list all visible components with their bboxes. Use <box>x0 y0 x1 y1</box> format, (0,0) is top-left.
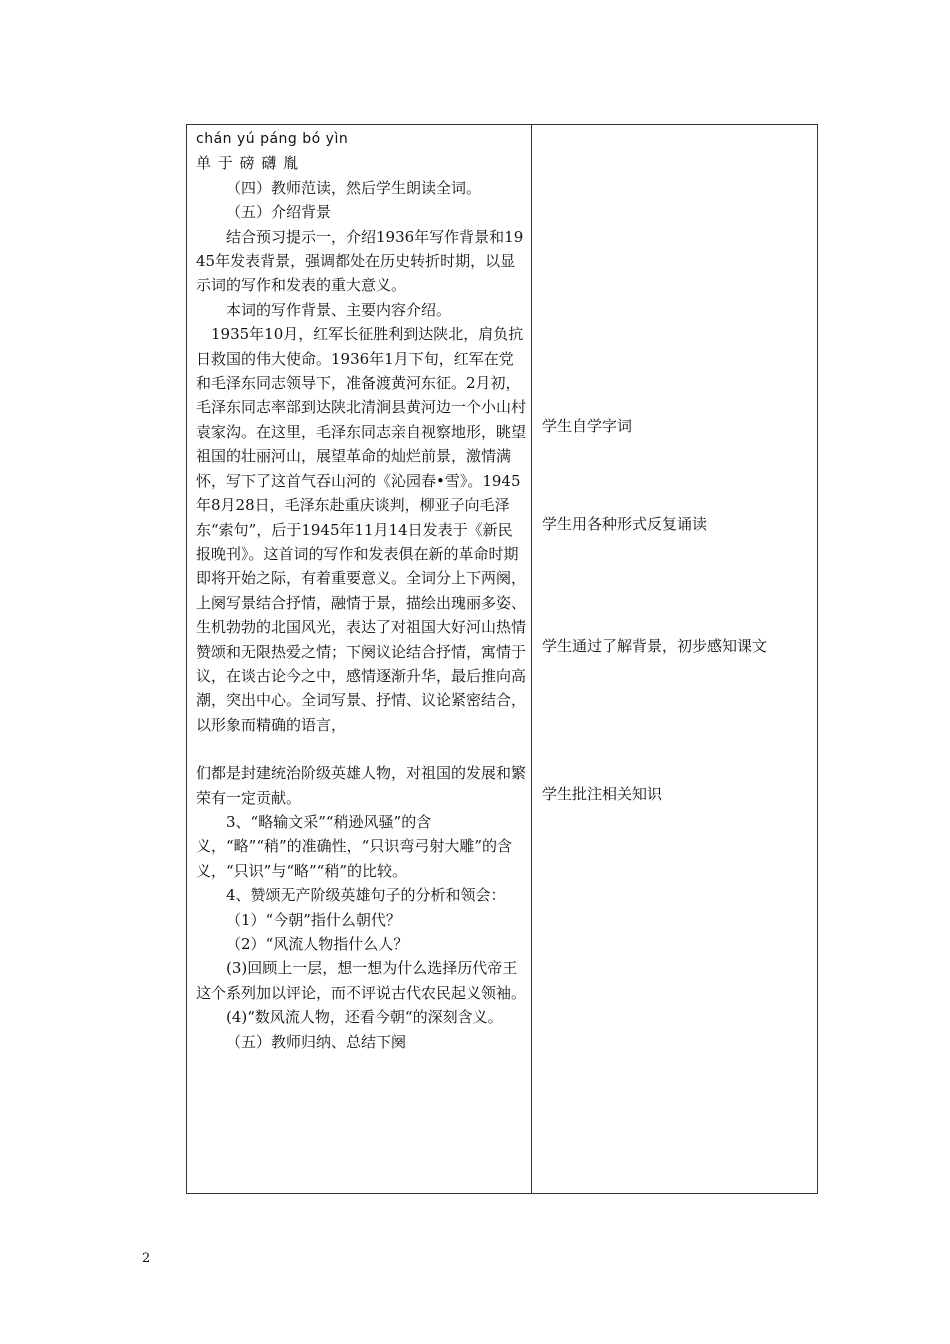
content-paragraph: 们都是封建统治阶级英雄人物，对祖国的发展和繁荣有一定贡献。 <box>196 764 527 807</box>
content-paragraph: 本词的写作背景、主要内容介绍。 <box>226 300 452 319</box>
content-paragraph: 结合预习提示一，介绍1936年写作背景和1945年发表背景，强调都处在历史转折时期，以显示词的写作和发表的重大意义。 <box>196 227 524 295</box>
content-paragraph: （五）教师归纳、总结下阕 <box>226 1032 407 1051</box>
content-paragraph: 1935年10月，红军长征胜利到达陕北，肩负抗日救国的伟大使命。1936年1月下旬，红军在党和毛泽东同志领导下，准备渡黄河东征。2月初，毛泽东同志率部到达陕北清涧县黄河边一个小山村袁家沟。在这里，毛泽东同志亲自视察地形，眺望祖国的壮丽河山，展望革命的灿烂前景，激情满怀，写下了这首气吞山河的《沁园春•雪》。1945年8月28日，毛泽东赴重庆谈判，柳亚子向毛泽东“索句”，后于1945年11月14日发表于《新民报晚刊》。这首词的写作和发表俱在新的革命时期即将开始之际，有着重要意义。全词分上下两阕，上阕写景结合抒情，融情于景，描绘出瑰丽多姿、生机勃勃的北国风光，表达了对祖国大好河山热情赞颂和无限热爱之情；下阕议论结合抒情，寓情于议，在谈古论今之中，感情逐渐升华，最后推向高潮，突出中心。全词写景、抒情、议论紧密结合，以形象而精确的语言， <box>196 325 527 734</box>
teaching-content-column <box>196 127 526 1054</box>
page-number: 2 <box>142 1251 151 1266</box>
column-divider <box>531 125 532 1193</box>
lesson-table <box>186 124 818 1194</box>
hanzi-line: 单 于 磅 礴 胤 <box>196 154 300 173</box>
content-paragraph: (3)回顾上一层，想一想为什么选择历代帝王这个系列加以评论，而不评说古代农民起义领袖。 <box>196 959 527 1002</box>
content-paragraph: 3、“略输文采”“稍逊风骚”的含义，“略”“稍”的准确性，“只识弯弓射大雕”的含义，“只识”与“略”“稍”的比较。 <box>196 812 513 880</box>
content-paragraph: （四）教师范读，然后学生朗读全词。 <box>226 178 482 197</box>
content-paragraph <box>196 737 526 761</box>
content-paragraph: (4)“数风流人物，还看今朝“的深刻含义。 <box>226 1008 503 1027</box>
content-paragraph: 4、赞颂无产阶级英雄句子的分析和领会： <box>226 886 506 905</box>
content-paragraph: （1）“今朝”指什么朝代？ <box>226 910 401 929</box>
content-paragraph: （五）介绍背景 <box>226 203 332 222</box>
student-activity-note: 学生通过了解背景，初步感知课文 <box>542 637 768 655</box>
student-activity-note: 学生批注相关知识 <box>542 785 663 803</box>
student-activity-note: 学生用各种形式反复诵读 <box>542 515 708 533</box>
pinyin-line: chán yú páng bó yìn <box>196 131 349 147</box>
content-paragraph: （2）“风流人物指什么人？ <box>226 935 409 953</box>
student-activity-note: 学生自学字词 <box>542 417 633 435</box>
